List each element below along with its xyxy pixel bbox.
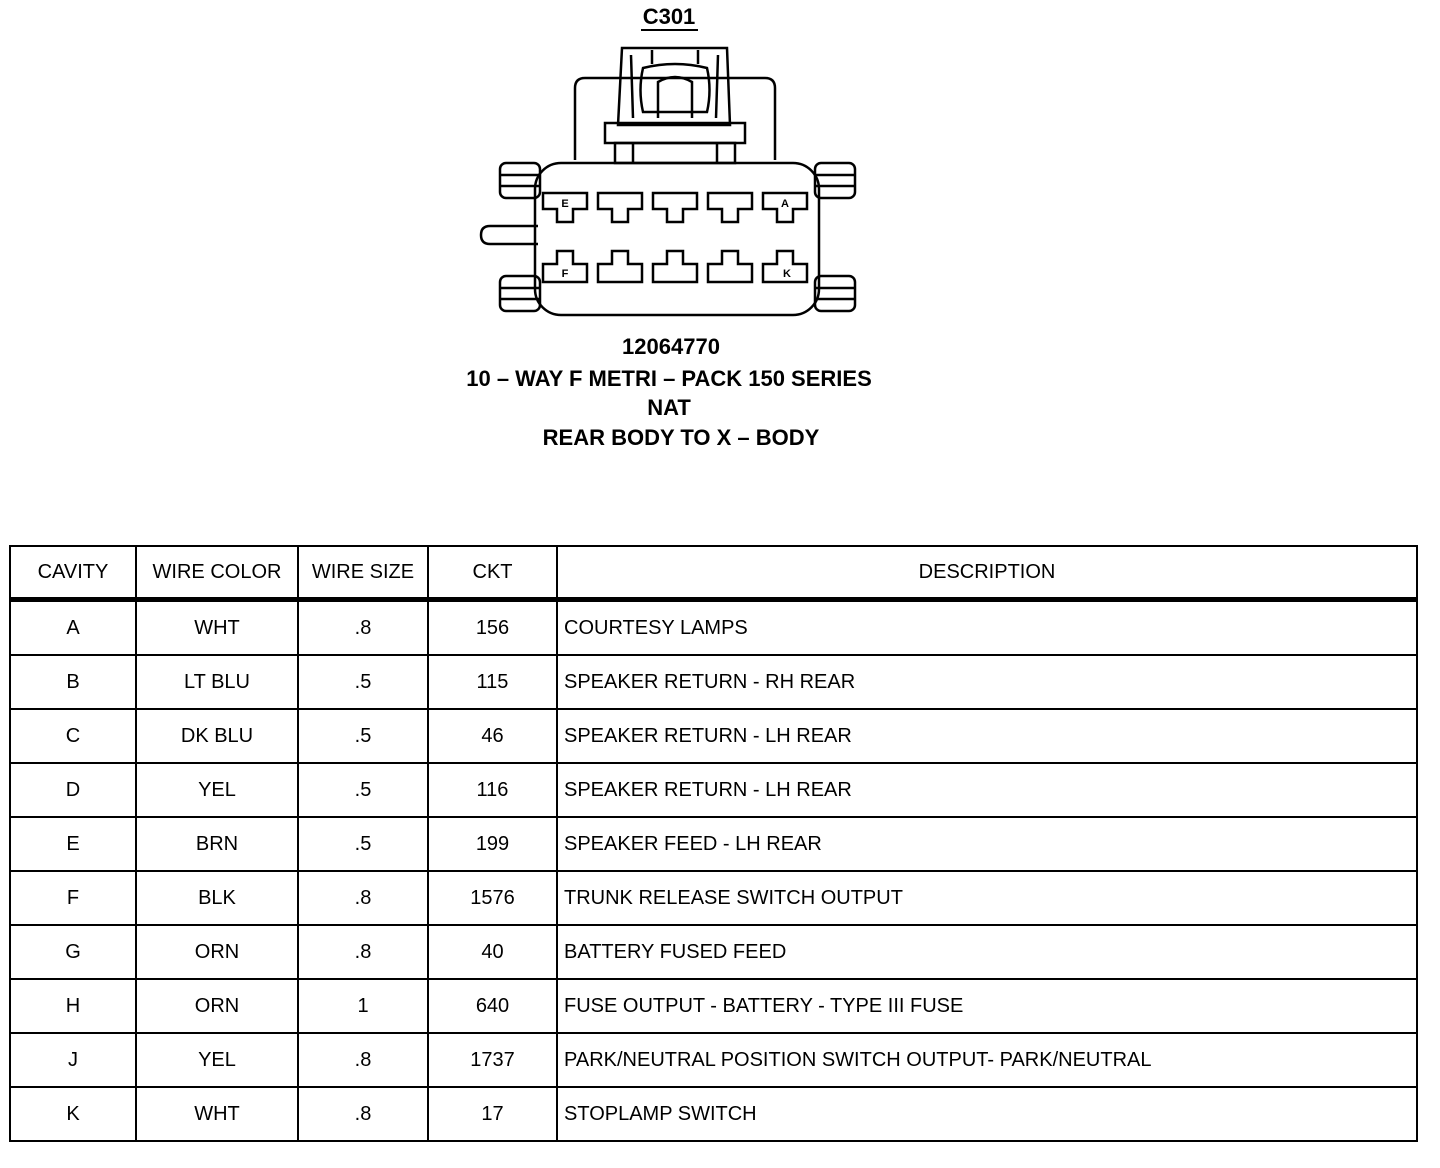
wire-size-cell: .5 [298,763,428,817]
table-row [10,600,1417,656]
connector-body [535,163,819,315]
cavity-bottom-2 [598,251,642,282]
wire-color-cell: BLK [136,871,298,925]
ckt-cell: 40 [428,925,557,979]
description-cell: SPEAKER RETURN - RH REAR [557,655,1417,709]
rear-housing [575,78,775,160]
table-row [10,709,1417,763]
wire-size-cell: .8 [298,600,428,656]
connector-drawing [481,48,855,315]
wire-color-cell: YEL [136,763,298,817]
description-cell: TRUNK RELEASE SWITCH OUTPUT [557,871,1417,925]
table-row [10,871,1417,925]
cavity-cell: H [10,979,136,1033]
pin-label-a: A [781,198,789,210]
table-row [10,817,1417,871]
wire-color-cell: BRN [136,817,298,871]
ckt-cell: 17 [428,1087,557,1141]
wire-color-cell: YEL [136,1033,298,1087]
description-cell: STOPLAMP SWITCH [557,1087,1417,1141]
ckt-cell: 116 [428,763,557,817]
header-ckt: CKT [428,546,557,600]
header-wire-color: WIRE COLOR [136,546,298,600]
ckt-cell: 115 [428,655,557,709]
right-rail-bottom [815,276,855,311]
right-rail-top [815,163,855,198]
cavity-cell: B [10,655,136,709]
pin-label-f: F [561,268,569,280]
table-row [10,763,1417,817]
cavity-cell: E [10,817,136,871]
cavity-cell: F [10,871,136,925]
cavity-top-2 [598,193,642,222]
wire-size-cell: .8 [298,1087,428,1141]
header-row [10,546,1417,600]
connector-id: C301 [642,4,696,29]
cavity-top-3 [653,193,697,222]
cavity-cell: C [10,709,136,763]
polarizing-key [481,226,538,244]
wire-size-cell: .5 [298,655,428,709]
wire-size-cell: .5 [298,709,428,763]
header-wire-size: WIRE SIZE [298,546,428,600]
description-cell: COURTESY LAMPS [557,600,1417,656]
pin-label-e: E [561,198,569,210]
wire-size-cell: .8 [298,925,428,979]
description-cell: SPEAKER RETURN - LH REAR [557,709,1417,763]
wire-size-cell: .8 [298,871,428,925]
locking-tab-inner [641,64,710,112]
bottom-cavities [543,251,807,282]
locking-tab [618,48,730,125]
connector-color: NAT [647,395,691,420]
wire-color-cell: WHT [136,600,298,656]
part-number: 12064770 [622,334,720,359]
wire-size-cell: 1 [298,979,428,1033]
table-row [10,655,1417,709]
top-cavities [543,193,807,222]
table-row [10,979,1417,1033]
wire-color-cell: ORN [136,979,298,1033]
header-cavity: CAVITY [10,546,136,600]
wire-size-cell: .5 [298,817,428,871]
ckt-cell: 199 [428,817,557,871]
table-row [10,1087,1417,1141]
wire-color-cell: LT BLU [136,655,298,709]
wire-color-cell: DK BLU [136,709,298,763]
cavity-bottom-3 [653,251,697,282]
table-row [10,925,1417,979]
table-row [10,1033,1417,1087]
connector-diagram [0,0,1440,470]
description-cell: FUSE OUTPUT - BATTERY - TYPE III FUSE [557,979,1417,1033]
cavity-cell: K [10,1087,136,1141]
pin-label-k: K [783,268,791,280]
wire-color-cell: WHT [136,1087,298,1141]
pinout-table [9,545,1418,1142]
ckt-cell: 156 [428,600,557,656]
cavity-bottom-4 [708,251,752,282]
cavity-cell: J [10,1033,136,1087]
description-cell: SPEAKER FEED - LH REAR [557,817,1417,871]
ckt-cell: 46 [428,709,557,763]
connector-location: REAR BODY TO X – BODY [542,425,820,450]
ckt-cell: 640 [428,979,557,1033]
wire-size-cell: .8 [298,1033,428,1087]
description-cell: BATTERY FUSED FEED [557,925,1417,979]
description-cell: PARK/NEUTRAL POSITION SWITCH OUTPUT- PARK/NEUTRAL [557,1033,1417,1087]
header-description: DESCRIPTION [557,546,1417,600]
cavity-cell: D [10,763,136,817]
cavity-top-4 [708,193,752,222]
wire-color-cell: ORN [136,925,298,979]
description-cell: SPEAKER RETURN - LH REAR [557,763,1417,817]
ckt-cell: 1576 [428,871,557,925]
connector-type: 10 – WAY F METRI – PACK 150 SERIES [466,366,872,391]
ckt-cell: 1737 [428,1033,557,1087]
cavity-cell: G [10,925,136,979]
cavity-cell: A [10,600,136,656]
